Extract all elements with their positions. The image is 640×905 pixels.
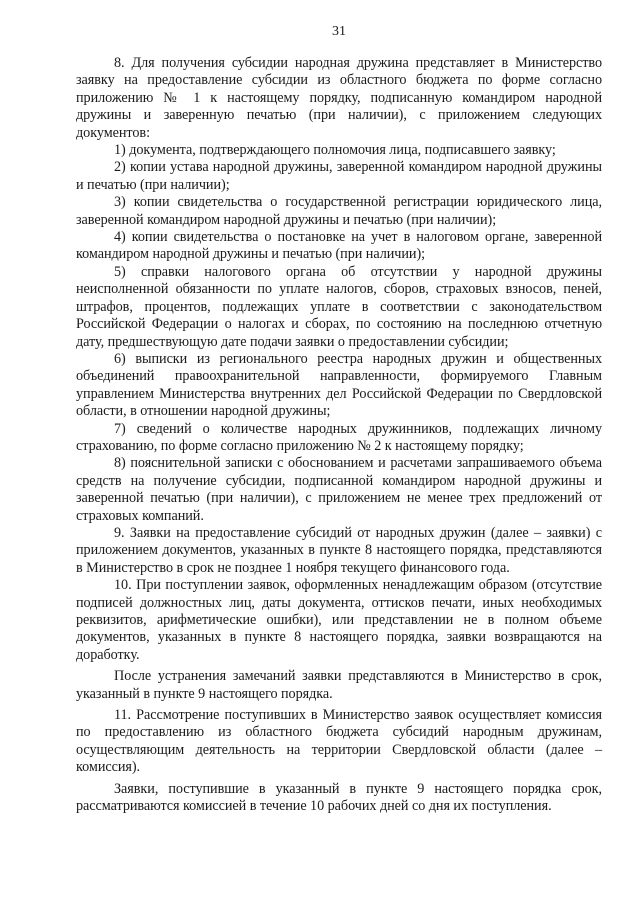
list-item-6: 6) выписки из регионального реестра народных дружин и общественных объединений правоохранительной направленности, формируемого Главным управлением Министерства внутренних дел Российской Федерации по Свердловской области, в отношении народной дружины; xyxy=(76,350,602,420)
list-item-3: 3) копии свидетельства о государственной регистрации юридического лица, заверенной командиром народной дружины и печатью (при наличии); xyxy=(76,194,602,228)
list-item-1: 1) документа, подтверждающего полномочия лица, подписавшего заявку; xyxy=(114,142,556,159)
list-item-2: 2) копии устава народной дружины, заверенной командиром народной дружины и печатью (при наличии); xyxy=(76,159,602,193)
paragraph-item-11: 11. Рассмотрение поступивших в Министерство заявок осуществляет комиссия по предоставлению из областного бюджета субсидий народным дружинам, осуществляющим деятельность на территории Свердловской области (далее – комиссия). xyxy=(76,707,602,776)
list-item-5: 5) справки налогового органа об отсутствии у народной дружины неисполненной обязанности по уплате налогов, сборов, страховых взносов, пеней, штрафов, процентов, подлежащих уплате в соответствии с законодательством Российской Федерации о налогах и сборах, по состоянию на последнюю отчетную дату, предшествующую дате подачи заявки о предоставлении субсидии; xyxy=(76,263,602,350)
paragraph-item-11-continued: Заявки, поступившие в указанный в пункте 9 настоящего порядка срок, рассматриваются комиссией в течение 10 рабочих дней со дня их поступления. xyxy=(76,780,602,815)
page-number: 31 xyxy=(332,24,346,39)
list-item-7: 7) сведений о количестве народных дружинников, подлежащих личному страхованию, по форме согласно приложению № 2 к настоящему порядку; xyxy=(76,420,602,454)
paragraph-item-9: 9. Заявки на предоставление субсидий от народных дружин (далее – заявки) с приложением документов, указанных в пункте 8 настоящего порядка, представляются в Министерство в срок не позднее 1 ноября текущего финансового года. xyxy=(76,524,602,576)
list-item-8: 8) пояснительной записки с обоснованием и расчетами запрашиваемого объема средств на получение субсидии, подписанной командиром народной дружины и заверенной печатью (при наличии), с приложением не менее трех предложений от страховых компаний. xyxy=(76,455,602,524)
paragraph-item-10-continued: После устранения замечаний заявки представляются в Министерство в срок, указанный в пункте 9 настоящего порядка. xyxy=(76,668,602,702)
list-item-4: 4) копии свидетельства о постановке на учет в налоговом органе, заверенной командиром народной дружины и печатью (при наличии); xyxy=(76,229,602,263)
paragraph-item-10: 10. При поступлении заявок, оформленных ненадлежащим образом (отсутствие подписей должностных лиц, даты документа, оттисков печати, иных необходимых реквизитов, арифметические ошибки), или представлении не в полном объеме документов, указанных в пункте 8 настоящего порядка, заявки возвращаются на доработку. xyxy=(76,577,602,663)
paragraph-item-8: 8. Для получения субсидии народная дружина представляет в Министерство заявку на предоставление субсидии из областного бюджета по форме согласно приложению № 1 к настоящему порядку, подписанную командиром народной дружины и заверенную печатью (при наличии), с приложением следующих документов: xyxy=(76,55,602,141)
